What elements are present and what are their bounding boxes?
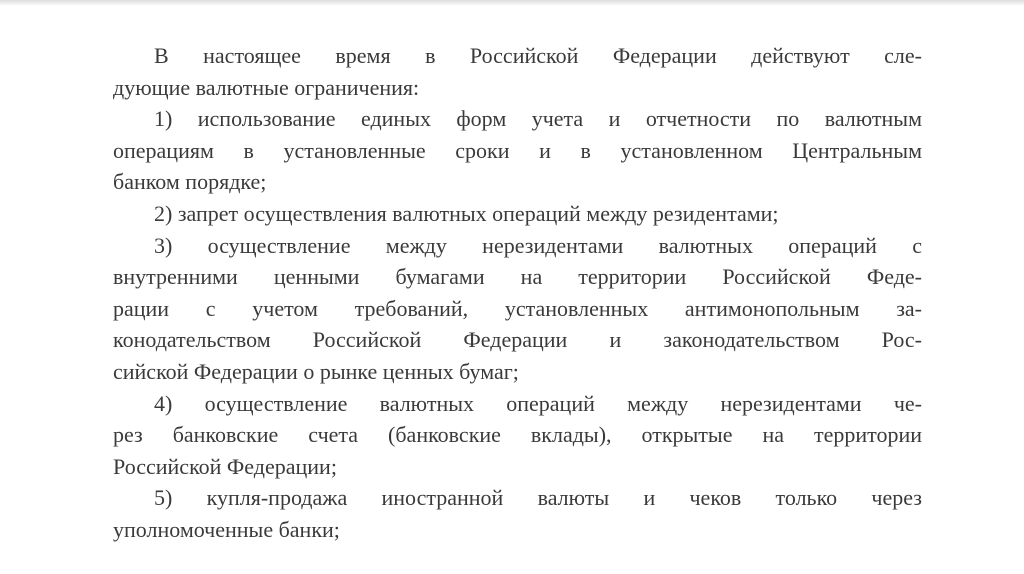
text-line: Российской Федерации; xyxy=(113,453,337,479)
text-line: конодательством Российской Федерации и законодательством Рос- xyxy=(113,327,922,353)
text-line: сийской Федерации о рынке ценных бумаг; xyxy=(113,358,519,384)
text-line: рез банковские счета (банковские вклады), открытые на территории xyxy=(113,422,922,448)
text-line: банком порядке; xyxy=(113,169,267,195)
text-line: 2) запрет осуществления валютных операций между резидентами; xyxy=(154,200,779,226)
text-line: 5) купля-продажа иностранной валюты и чеков только через xyxy=(154,485,922,511)
text-line: 1) использование единых форм учета и отчетности по валютным xyxy=(154,106,922,132)
text-line: рации с учетом требований, установленных антимонопольным за- xyxy=(113,295,922,321)
text-line: внутренними ценными бумагами на территории Российской Феде- xyxy=(113,264,922,290)
text-line: В настоящее время в Российской Федерации действуют сле- xyxy=(154,43,922,68)
text-line: уполномоченные банки; xyxy=(113,516,340,542)
text-line: 3) осуществление между нерезидентами валютных операций с xyxy=(154,232,922,258)
text-line: операциям в установленные сроки и в установленном Центральным xyxy=(113,137,922,163)
text-line: дующие валютные ограничения: xyxy=(113,74,420,100)
text-line: 4) осуществление валютных операций между нерезидентами че- xyxy=(154,390,922,416)
document-text xyxy=(113,40,922,546)
slide-top-edge xyxy=(0,0,1024,6)
